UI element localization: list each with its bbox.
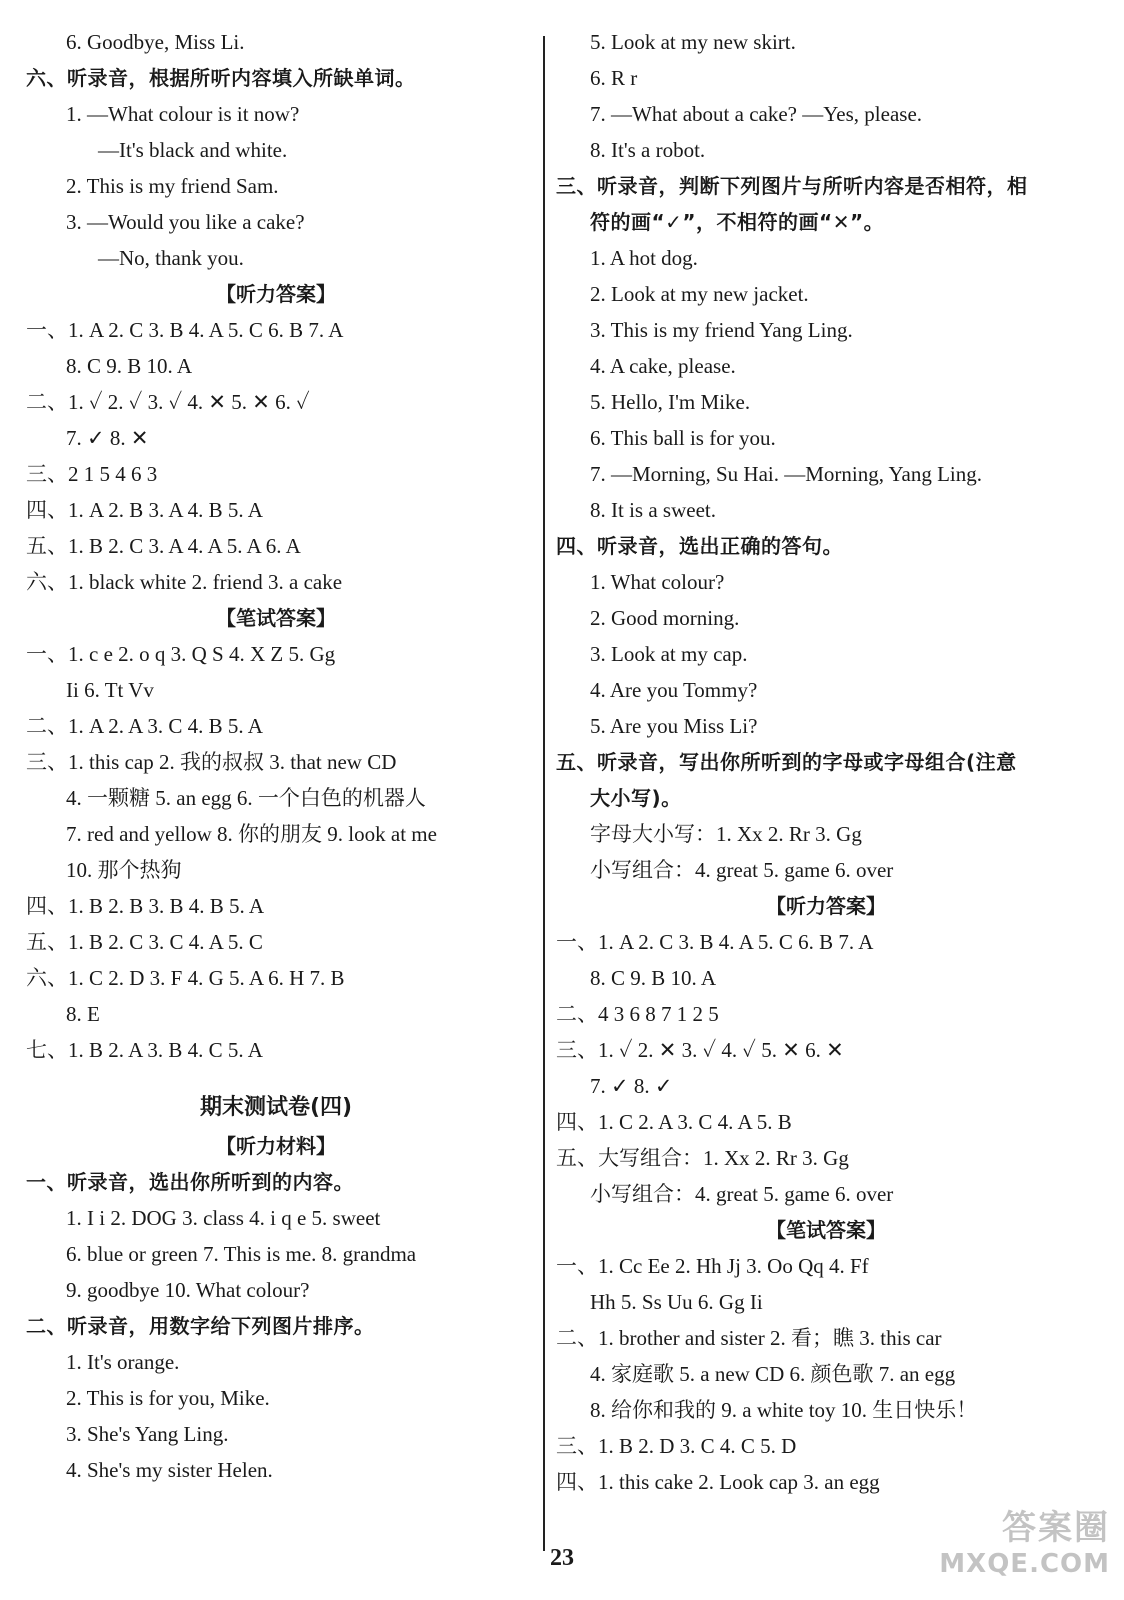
text-line: 小写组合：4. great 5. game 6. over [590, 1182, 894, 1206]
text-line: 7. —What about a cake? —Yes, please. [590, 102, 923, 126]
text-line: 1. A hot dog. [590, 246, 698, 270]
text-line: 5. Look at my new skirt. [590, 30, 796, 54]
text-line: 五、1. B 2. C 3. C 4. A 5. C [26, 930, 263, 954]
right-column [556, 24, 1096, 1500]
text-line: 一、1. A 2. C 3. B 4. A 5. C 6. B 7. A [556, 930, 874, 954]
text-line: 3. —Would you like a cake? [66, 210, 305, 234]
text-line: 四、1. A 2. B 3. A 4. B 5. A [26, 498, 263, 522]
text-line: 二、1. brother and sister 2. 看；瞧 3. this car [556, 1326, 942, 1350]
text-line: 7. ✓ 8. ✓ [590, 1074, 673, 1098]
text-line: 8. It's a robot. [590, 138, 706, 162]
page-number: 23 [550, 1545, 574, 1571]
text-line: 五、大写组合：1. Xx 2. Rr 3. Gg [556, 1146, 849, 1170]
watermark-logo [910, 1500, 1110, 1592]
text-line: 一、1. Cc Ee 2. Hh Jj 3. Oo Qq 4. Ff [556, 1254, 869, 1278]
text-line: 六、1. C 2. D 3. F 4. G 5. A 6. H 7. B [26, 966, 345, 990]
text-line: 一、1. c e 2. o q 3. Q S 4. X Z 5. Gg [26, 642, 336, 666]
text-line: 4. 家庭歌 5. a new CD 6. 颜色歌 7. an egg [590, 1362, 956, 1386]
text-line: Hh 5. Ss Uu 6. Gg Ii [590, 1290, 763, 1314]
answer-heading: 【听力答案】 [766, 894, 886, 918]
text-line: 8. It is a sweet. [590, 498, 716, 522]
text-line: 四、1. B 2. B 3. B 4. B 5. A [26, 894, 265, 918]
text-line: 9. goodbye 10. What colour? [66, 1278, 310, 1302]
watermark-top: 答案圈 [1002, 1508, 1110, 1548]
text-line: 二、1. ✓ 2. ✓ 3. ✓ 4. ✕ 5. ✕ 6. ✓ [26, 390, 310, 414]
text-line: 2. This is for you, Mike. [66, 1386, 270, 1410]
text-line: 5. Are you Miss Li? [590, 714, 758, 738]
text-line: 2. Good morning. [590, 606, 740, 630]
text-line: 五、1. B 2. C 3. A 4. A 5. A 6. A [26, 534, 301, 558]
text-line: 六、1. black white 2. friend 3. a cake [26, 570, 343, 594]
text-line: 三、1. this cap 2. 我的叔叔 3. that new CD [26, 750, 397, 774]
text-line: 4. 一颗糖 5. an egg 6. 一个白色的机器人 [66, 786, 426, 810]
section-heading: 二、听录音，用数字给下列图片排序。 [26, 1314, 375, 1338]
text-line: 2. This is my friend Sam. [66, 174, 279, 198]
text-line: 6. R r [590, 66, 638, 90]
text-line: 5. Hello, I'm Mike. [590, 390, 751, 414]
spacer [26, 1068, 526, 1088]
section-heading: 六、听录音，根据所听内容填入所缺单词。 [26, 66, 416, 90]
text-line: 10. 那个热狗 [66, 858, 182, 882]
text-line: 3. This is my friend Yang Ling. [590, 318, 853, 342]
text-line: 1. What colour? [590, 570, 725, 594]
text-line: 2. Look at my new jacket. [590, 282, 809, 306]
answer-heading: 【笔试答案】 [766, 1218, 886, 1242]
text-line: Ii 6. Tt Vv [66, 678, 154, 702]
text-line: 1. I i 2. DOG 3. class 4. i q e 5. sweet [66, 1206, 381, 1230]
test-title: 期末测试卷(四) [199, 1095, 353, 1120]
text-line: 4. Are you Tommy? [590, 678, 758, 702]
text-line: 4. A cake, please. [590, 354, 736, 378]
section-heading: 三、听录音，判断下列图片与所听内容是否相符，相 [556, 174, 1028, 198]
text-line: 7. ✓ 8. ✕ [66, 426, 149, 450]
column-divider [543, 36, 545, 1551]
text-line: 7. red and yellow 8. 你的朋友 9. look at me [66, 822, 437, 846]
text-line: 二、4 3 6 8 7 1 2 5 [556, 1002, 719, 1026]
answer-heading: 【听力答案】 [216, 282, 336, 306]
text-line: 8. C 9. B 10. A [590, 966, 717, 990]
section-heading: 五、听录音，写出你所听到的字母或字母组合(注意 [556, 750, 1017, 774]
text-line: 四、1. this cake 2. Look cap 3. an egg [556, 1470, 880, 1494]
section-heading: 四、听录音，选出正确的答句。 [556, 534, 843, 558]
text-line: 三、1. ✓ 2. ✕ 3. ✓ 4. ✓ 5. ✕ 6. ✕ [556, 1038, 844, 1062]
text-line: 三、2 1 5 4 6 3 [26, 462, 158, 486]
section-heading: 大小写)。 [590, 786, 682, 810]
text-line: 6. Goodbye, Miss Li. [66, 30, 245, 54]
text-line: —It's black and white. [98, 138, 288, 162]
text-line: 8. E [66, 1002, 100, 1026]
text-line: —No, thank you. [98, 246, 244, 270]
text-line: 3. Look at my cap. [590, 642, 748, 666]
text-line: 1. —What colour is it now? [66, 102, 300, 126]
left-column [26, 24, 526, 1488]
watermark-bottom: MXQE.COM [939, 1549, 1110, 1579]
text-line: 三、1. B 2. D 3. C 4. C 5. D [556, 1434, 797, 1458]
text-line: 七、1. B 2. A 3. B 4. C 5. A [26, 1038, 263, 1062]
section-heading: 一、听录音，选出你所听到的内容。 [26, 1170, 354, 1194]
text-line: 二、1. A 2. A 3. C 4. B 5. A [26, 714, 263, 738]
text-line: 8. C 9. B 10. A [66, 354, 193, 378]
text-line: 6. This ball is for you. [590, 426, 776, 450]
text-line: 7. —Morning, Su Hai. —Morning, Yang Ling. [590, 462, 983, 486]
text-line: 小写组合：4. great 5. game 6. over [590, 858, 894, 882]
text-line: 字母大小写：1. Xx 2. Rr 3. Gg [590, 822, 862, 846]
text-line: 1. It's orange. [66, 1350, 180, 1374]
text-line: 四、1. C 2. A 3. C 4. A 5. B [556, 1110, 792, 1134]
text-line: 一、1. A 2. C 3. B 4. A 5. C 6. B 7. A [26, 318, 344, 342]
text-line: 3. She's Yang Ling. [66, 1422, 229, 1446]
answer-heading: 【笔试答案】 [216, 606, 336, 630]
text-line: 6. blue or green 7. This is me. 8. grandma [66, 1242, 417, 1266]
answer-heading: 【听力材料】 [216, 1134, 336, 1158]
text-line: 4. She's my sister Helen. [66, 1458, 273, 1482]
section-heading: 符的画“✓”，不相符的画“✕”。 [590, 210, 885, 234]
text-line: 8. 给你和我的 9. a white toy 10. 生日快乐！ [590, 1398, 978, 1422]
